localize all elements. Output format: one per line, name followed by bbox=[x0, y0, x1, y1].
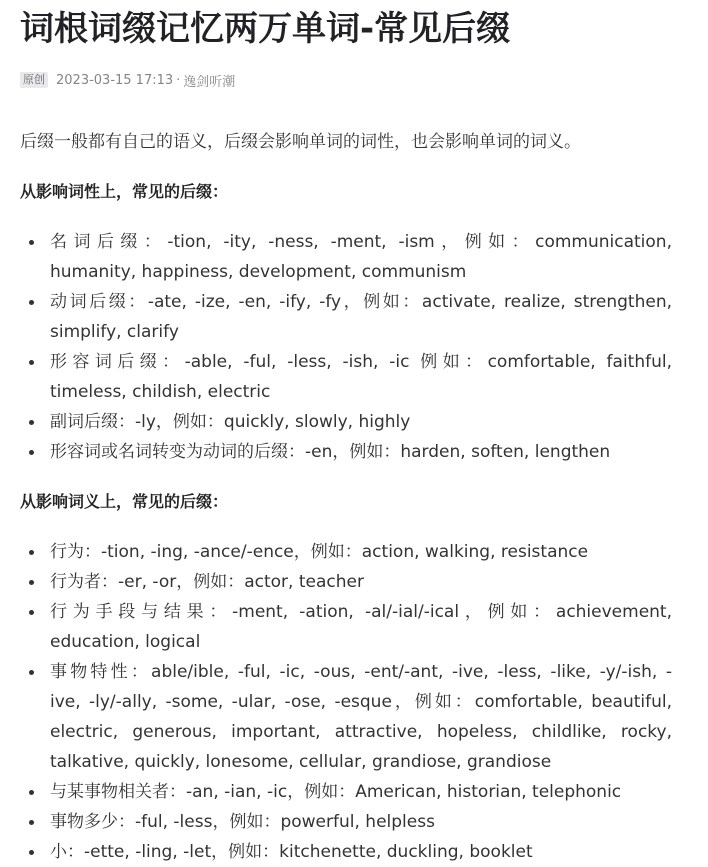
section1-list bbox=[20, 227, 672, 467]
list-item-line: 形容词后缀：-able, -ful, -less, -ish, -ic 例如：comfortable, faithful, bbox=[50, 352, 672, 372]
list-item-line: 动词后缀：-ate, -ize, -en, -ify, -fy，例如：activate, realize, strengthen, bbox=[50, 292, 672, 312]
list-item bbox=[20, 407, 672, 437]
list-item-line: 事物多少：-ful, -less，例如：powerful, helpless bbox=[50, 812, 435, 832]
meta-separator: · bbox=[176, 72, 181, 88]
list-item-line: 行为：-tion, -ing, -ance/-ence，例如：action, walking, resistance bbox=[50, 542, 589, 562]
list-item bbox=[20, 807, 672, 837]
list-item-line: ive, -ly/-ally, -some, -ular, -ose, -esque，例如：comfortable, beautiful, bbox=[50, 692, 672, 712]
list-item-line: 与某事物相关者：-an, -ian, -ic，例如：American, historian, telephonic bbox=[50, 782, 622, 802]
list-item-line: 小：-ette, -ling, -let，例如：kitchenette, duckling, booklet bbox=[50, 842, 533, 862]
list-item-line: electric, generous, important, attractive, hopeless, childlike, rocky, bbox=[50, 722, 672, 742]
list-item-line: talkative, quickly, lonesome, cellular, grandiose, grandiose bbox=[50, 752, 552, 772]
list-item-line: 名词后缀：-tion, -ity, -ness, -ment, -ism，例如：communication, bbox=[50, 232, 672, 252]
list-item bbox=[20, 837, 672, 867]
list-item-line: humanity, happiness, development, communism bbox=[50, 262, 467, 282]
section2-heading: 从影响词义上，常见的后缀： bbox=[20, 492, 229, 511]
list-item-line: 行为手段与结果：-ment, -ation, -al/-ial/-ical，例如：achievement, bbox=[50, 602, 672, 622]
section2-list bbox=[20, 537, 672, 867]
list-item bbox=[20, 347, 672, 407]
author-link[interactable]: 逸剑听潮 bbox=[183, 74, 236, 90]
list-item-line: timeless, childish, electric bbox=[50, 382, 271, 402]
article-meta bbox=[20, 70, 235, 90]
list-item bbox=[20, 657, 672, 777]
article-title: 词根词缀记忆两万单词-常见后缀 bbox=[20, 9, 511, 49]
list-item bbox=[20, 227, 672, 287]
list-item-line: 副词后缀：-ly，例如：quickly, slowly, highly bbox=[50, 412, 411, 432]
list-item-line: 形容词或名词转变为动词的后缀：-en，例如：harden, soften, lengthen bbox=[50, 442, 611, 462]
publish-date: 2023-03-15 17:13 bbox=[56, 72, 174, 88]
original-badge: 原创 bbox=[20, 72, 48, 88]
list-item bbox=[20, 537, 672, 567]
list-item bbox=[20, 287, 672, 347]
list-item bbox=[20, 597, 672, 657]
intro-paragraph: 后缀一般都有自己的语义，后缀会影响单词的词性，也会影响单词的词义。 bbox=[20, 132, 581, 152]
list-item-line: 事物特性：able/ible, -ful, -ic, -ous, -ent/-ant, -ive, -less, -like, -y/-ish, - bbox=[50, 662, 672, 682]
list-item bbox=[20, 567, 672, 597]
list-item-line: 行为者：-er, -or，例如：actor, teacher bbox=[50, 572, 364, 592]
list-item bbox=[20, 437, 672, 467]
section1-heading: 从影响词性上，常见的后缀： bbox=[20, 182, 229, 201]
list-item bbox=[20, 777, 672, 807]
list-item-line: education, logical bbox=[50, 632, 201, 652]
list-item-line: simplify, clarify bbox=[50, 322, 179, 342]
